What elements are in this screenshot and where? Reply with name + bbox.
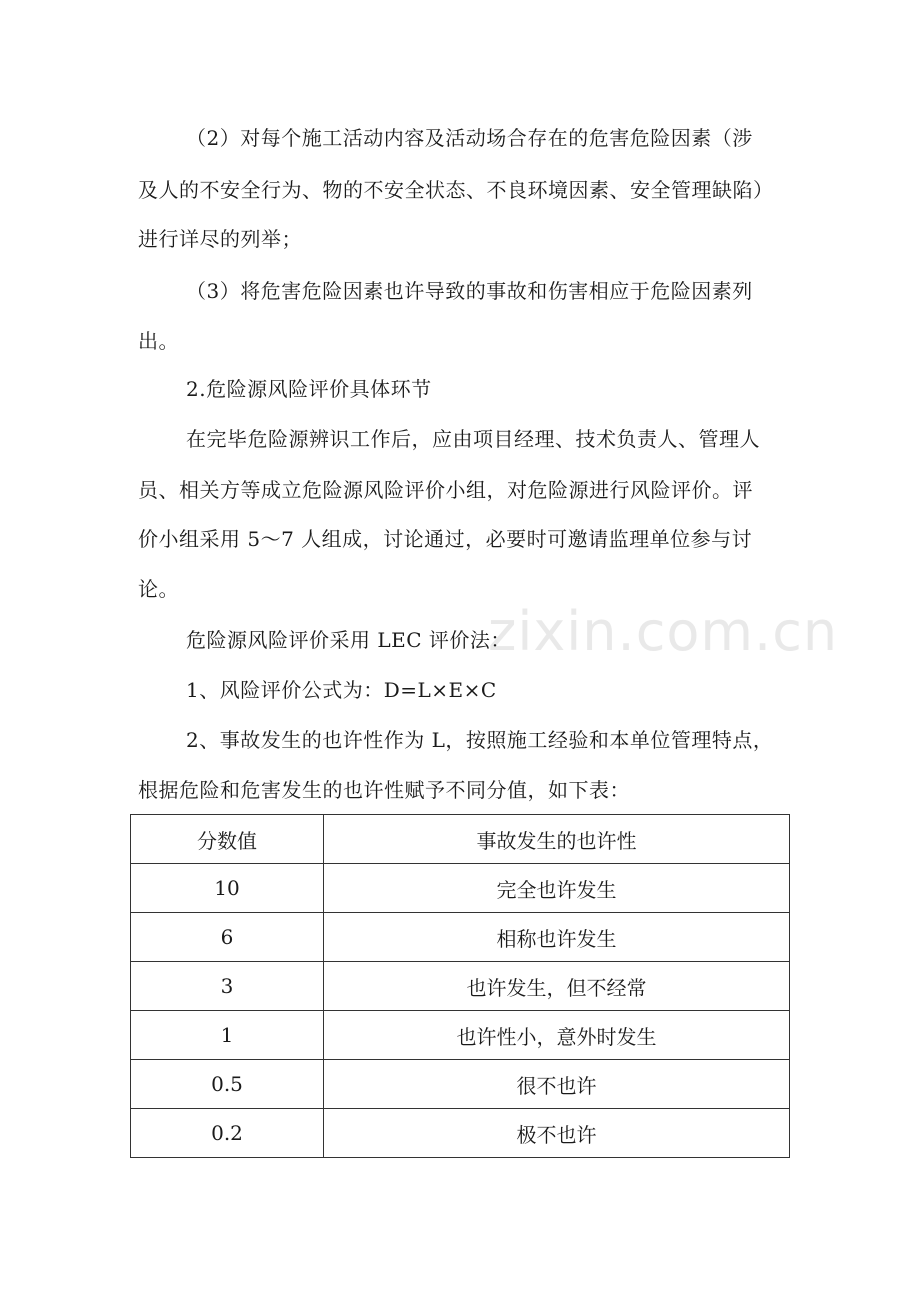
paragraph-line: 员、相关方等成立危险源风险评价小组，对危险源进行风险评价。评 [138, 478, 753, 502]
table-row [131, 913, 790, 962]
table-cell-score: 10 [131, 864, 324, 913]
table-row [131, 1060, 790, 1109]
table-cell-score: 6 [131, 913, 324, 962]
table-row [131, 962, 790, 1011]
paragraph-line: 论。 [138, 577, 179, 601]
paragraph-line: 进行详尽的列举； [138, 227, 302, 251]
likelihood-table [130, 814, 790, 1158]
table-header-cell: 分数值 [131, 815, 324, 864]
paragraph-line: 在完毕危险源辨识工作后，应由项目经理、技术负责人、管理人 [186, 427, 760, 451]
table-cell-score: 1 [131, 1011, 324, 1060]
table-cell-description: 很不也许 [324, 1060, 790, 1109]
paragraph-line: 1、风险评价公式为：D=L×E×C [186, 678, 497, 702]
paragraph-line: 价小组采用 5～7 人组成，讨论通过，必要时可邀请监理单位参与讨 [138, 527, 753, 551]
paragraph-line: （2）对每个施工活动内容及活动场合存在的危害危险因素（涉 [186, 126, 753, 150]
table-row [131, 864, 790, 913]
table-row [131, 1109, 790, 1158]
table-cell-score: 0.2 [131, 1109, 324, 1158]
table-cell-score: 0.5 [131, 1060, 324, 1109]
section-heading: 2.危险源风险评价具体环节 [186, 377, 432, 401]
table-header-cell: 事故发生的也许性 [324, 815, 790, 864]
table-cell-score: 3 [131, 962, 324, 1011]
table-cell-description: 也许发生，但不经常 [324, 962, 790, 1011]
table-row [131, 1011, 790, 1060]
paragraph-line: 及人的不安全行为、物的不安全状态、不良环境因素、安全管理缺陷） [138, 178, 774, 202]
table-cell-description: 也许性小，意外时发生 [324, 1011, 790, 1060]
paragraph-line: （3）将危害危险因素也许导致的事故和伤害相应于危险因素列 [186, 279, 753, 303]
paragraph-line: 2、事故发生的也许性作为 L，按照施工经验和本单位管理特点， [186, 728, 774, 752]
table-cell-description: 完全也许发生 [324, 864, 790, 913]
table-cell-description: 相称也许发生 [324, 913, 790, 962]
paragraph-line: 根据危险和危害发生的也许性赋予不同分值，如下表： [138, 778, 630, 802]
paragraph-line: 出。 [138, 329, 179, 353]
table-cell-description: 极不也许 [324, 1109, 790, 1158]
paragraph-line: 危险源风险评价采用 LEC 评价法： [186, 628, 511, 652]
table-header-row [131, 815, 790, 864]
watermark: zixin.com.cn [488, 600, 839, 663]
